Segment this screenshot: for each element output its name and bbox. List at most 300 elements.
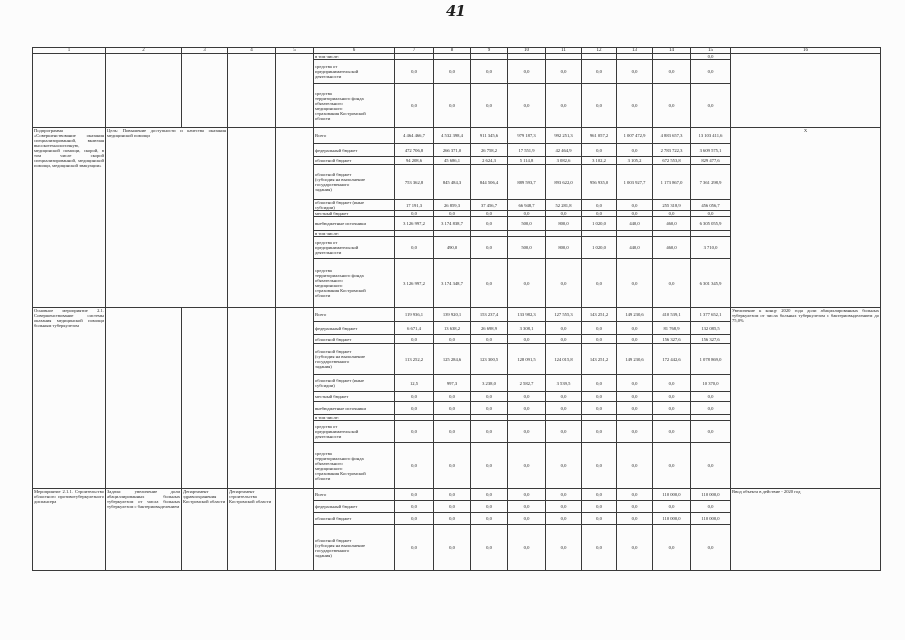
table-row	[33, 308, 881, 322]
funding-source-cell	[314, 84, 395, 128]
budget-value: 0,0	[471, 84, 508, 128]
funding-source-label: федеральный бюджет	[315, 147, 358, 153]
budget-value: 0,0	[653, 211, 691, 217]
funding-source-label: областной бюджет (иные субсидии)	[315, 378, 365, 388]
budget-value: 0,0	[471, 237, 508, 259]
funding-source-cell	[314, 237, 395, 259]
budget-value: 128 091,5	[508, 344, 546, 375]
budget-value: 893 622,0	[546, 165, 582, 200]
column-number-9: 9	[471, 48, 508, 54]
budget-value: 0,0	[395, 501, 434, 513]
budget-value: 0,0	[617, 200, 653, 211]
budget-value: 0,0	[434, 335, 471, 344]
funding-source-label: областной бюджет (субсидия на выполнение государственного задания)	[315, 349, 365, 369]
budget-value: 845 484,3	[434, 165, 471, 200]
budget-value: 26 698,9	[471, 322, 508, 335]
budget-value: 4 883 657,3	[653, 128, 691, 144]
budget-value: 7 361 298,9	[691, 165, 731, 200]
budget-value: 0,0	[434, 421, 471, 443]
budget-value: 0,0	[508, 525, 546, 571]
participant	[276, 54, 314, 128]
column-number-10: 10	[508, 48, 546, 54]
budget-value: 94 208,6	[395, 157, 434, 165]
budget-value: 149 230,6	[617, 344, 653, 375]
budget-value: 0,0	[582, 322, 617, 335]
budget-value: 1 173 867,0	[653, 165, 691, 200]
budget-value: 133 982,3	[508, 308, 546, 322]
budget-value: 149 230,6	[617, 308, 653, 322]
funding-source-label: федеральный бюджет	[315, 504, 358, 509]
budget-value: 113 252,2	[395, 344, 434, 375]
funding-source-label: в том числе:	[315, 54, 339, 59]
budget-value: 255 318,9	[653, 200, 691, 211]
budget-value: 0,0	[653, 60, 691, 84]
budget-value: 132 085,5	[691, 322, 731, 335]
funding-source-label: средства от предпринимательской деятельности	[315, 424, 359, 439]
budget-value: 2 783 722,3	[653, 144, 691, 157]
budget-value: 0,0	[582, 60, 617, 84]
budget-value: 753 362,8	[395, 165, 434, 200]
co-executor	[228, 128, 276, 308]
budget-value: 0,0	[395, 211, 434, 217]
budget-value: 440,0	[617, 217, 653, 231]
budget-value: 0,0	[471, 259, 508, 308]
budget-value: 0,0	[653, 501, 691, 513]
funding-source-cell	[314, 489, 395, 501]
budget-value: 0,0	[546, 211, 582, 217]
funding-source-label: федеральный бюджет	[315, 325, 358, 331]
funding-source-label: Всего	[315, 312, 327, 317]
budget-value: 3 609 575,1	[691, 144, 731, 157]
column-number-4: 4	[228, 48, 276, 54]
budget-value: 0,0	[617, 84, 653, 128]
budget-value: 0,0	[617, 421, 653, 443]
activity-name: Основное мероприятие 2.1. Совершенствование системы оказания медицинской помощи больным туберкулезом	[33, 308, 106, 489]
budget-value: 110 000,0	[653, 489, 691, 501]
budget-value: 0,0	[395, 525, 434, 571]
funding-source-cell	[314, 335, 395, 344]
budget-value: 0,0	[471, 335, 508, 344]
budget-value: 0,0	[582, 525, 617, 571]
budget-value: 0,0	[434, 211, 471, 217]
budget-value: 829 477,6	[691, 157, 731, 165]
budget-value: 0,0	[653, 259, 691, 308]
funding-source-cell	[314, 392, 395, 402]
participant	[276, 128, 314, 308]
budget-value: 4 464 466,7	[395, 128, 434, 144]
budget-value: 0,0	[546, 322, 582, 335]
expected-result: Ввод объекта в действие - 2020 год	[731, 489, 881, 571]
budget-value: 0,0	[546, 513, 582, 525]
budget-value: 961 057,2	[582, 128, 617, 144]
budget-value: 3 126 997,2	[395, 217, 434, 231]
budget-value: 911 345,6	[471, 128, 508, 144]
budget-value: 153 237,4	[471, 308, 508, 322]
budget-value: 3 174 348,7	[434, 259, 471, 308]
budget-value: 0,0	[395, 84, 434, 128]
funding-source-cell	[314, 402, 395, 415]
budget-value: 0,0	[546, 501, 582, 513]
budget-value: 0,0	[653, 392, 691, 402]
budget-value: 4 532 398,4	[434, 128, 471, 144]
budget-value: 0,0	[546, 259, 582, 308]
budget-value: 0,0	[471, 489, 508, 501]
budget-value: 0,0	[508, 443, 546, 489]
budget-value: 127 555,3	[546, 308, 582, 322]
budget-value: 0,0	[434, 84, 471, 128]
responsible-executor	[182, 54, 228, 128]
budget-value: 0,0	[617, 211, 653, 217]
budget-value: 0,0	[546, 84, 582, 128]
budget-value: 800,0	[546, 237, 582, 259]
co-executor	[228, 308, 276, 489]
funding-source-label: средства от предпринимательской деятельности	[315, 240, 359, 255]
column-number-3: 3	[182, 48, 228, 54]
funding-source-cell	[314, 525, 395, 571]
budget-value: 12,5	[395, 375, 434, 392]
budget-value: 0,0	[471, 421, 508, 443]
budget-value: 0,0	[691, 443, 731, 489]
funding-source-label: в том числе:	[315, 231, 339, 236]
budget-value: 0,0	[582, 489, 617, 501]
funding-source-cell	[314, 60, 395, 84]
budget-value: 500,0	[508, 237, 546, 259]
budget-value: 0,0	[582, 443, 617, 489]
budget-value: 0,0	[653, 84, 691, 128]
budget-table	[32, 47, 881, 571]
budget-value: 2 582,7	[508, 375, 546, 392]
funding-source-cell	[314, 501, 395, 513]
column-number-2: 2	[106, 48, 182, 54]
budget-value: 0,0	[582, 144, 617, 157]
budget-value: 0,0	[508, 60, 546, 84]
budget-value: 0,0	[508, 421, 546, 443]
funding-source-label: внебюджетные источники	[315, 221, 366, 226]
funding-source-label: областной бюджет	[315, 158, 352, 163]
budget-value: 0,0	[395, 489, 434, 501]
budget-value: 997,3	[434, 375, 471, 392]
budget-value: 6 671,4	[395, 322, 434, 335]
budget-value: 500,0	[508, 217, 546, 231]
column-number-7: 7	[395, 48, 434, 54]
budget-value: 0,0	[546, 525, 582, 571]
table-row	[33, 128, 881, 144]
budget-value: 123 300,5	[471, 344, 508, 375]
funding-source-label: средства от предпринимательской деятельности	[315, 64, 359, 79]
budget-value: 0,0	[617, 392, 653, 402]
budget-value: 13 103 411,6	[691, 128, 731, 144]
co-executor	[228, 54, 276, 128]
budget-value: 672 553,8	[653, 157, 691, 165]
budget-value: 0,0	[691, 421, 731, 443]
budget-value: 119 936,1	[395, 308, 434, 322]
funding-source-label: областной бюджет	[315, 516, 352, 521]
budget-value: 410 539,1	[653, 308, 691, 322]
budget-value: 0,0	[508, 501, 546, 513]
budget-value: 0,0	[691, 84, 731, 128]
budget-value: 0,0	[434, 402, 471, 415]
budget-value: 0,0	[508, 335, 546, 344]
column-number-14: 14	[653, 48, 691, 54]
funding-source-cell	[314, 200, 395, 211]
budget-value: 0,0	[582, 335, 617, 344]
budget-value: 0,0	[582, 501, 617, 513]
funding-source-cell	[314, 157, 395, 165]
column-number-16: 16	[731, 48, 881, 54]
column-number-13: 13	[617, 48, 653, 54]
budget-value: 0,0	[653, 421, 691, 443]
budget-value: 0,0	[617, 259, 653, 308]
budget-value: 0,0	[653, 375, 691, 392]
budget-value: 0,0	[582, 513, 617, 525]
funding-source-cell	[314, 217, 395, 231]
budget-value: 0,0	[508, 259, 546, 308]
budget-value: 0,0	[582, 211, 617, 217]
budget-value: 0,0	[471, 60, 508, 84]
budget-value: 1 377 652,1	[691, 308, 731, 322]
budget-value: 0,0	[582, 200, 617, 211]
budget-value: 0,0	[653, 525, 691, 571]
budget-value: 110 000,0	[691, 513, 731, 525]
budget-value: 472 706,8	[395, 144, 434, 157]
budget-value: 0,0	[434, 489, 471, 501]
funding-source-cell	[314, 259, 395, 308]
participant	[276, 489, 314, 571]
budget-value: 979 187,3	[508, 128, 546, 144]
budget-value: 0,0	[691, 211, 731, 217]
funding-source-cell	[314, 165, 395, 200]
budget-value: 0,0	[691, 392, 731, 402]
co-executor: Департамент строительства Костромской области	[228, 489, 276, 571]
funding-source-cell	[314, 128, 395, 144]
budget-value: 266 371,0	[434, 144, 471, 157]
budget-value: 0,0	[434, 525, 471, 571]
budget-value: 0,0	[546, 402, 582, 415]
budget-value: 45 686,1	[434, 157, 471, 165]
activity-name: Подпрограмма «Совершенствование оказания специализированной, включая высокотехнологичную, медицинской помощи, скорой, в том числе скорой специализированной, медицинской помощи, медицинской эвакуации»	[33, 128, 106, 308]
goal-or-task	[106, 54, 182, 128]
budget-value: 0,0	[395, 392, 434, 402]
budget-value: 0,0	[617, 513, 653, 525]
funding-source-cell	[314, 344, 395, 375]
budget-value: 0,0	[471, 513, 508, 525]
budget-value: 0,0	[582, 421, 617, 443]
funding-source-label: Всего	[315, 133, 327, 138]
budget-value: 1 020,0	[582, 237, 617, 259]
budget-value: 0,0	[546, 443, 582, 489]
budget-value: 0,0	[582, 84, 617, 128]
budget-value: 0,0	[508, 211, 546, 217]
funding-source-label: средства территориального фонда обязательного медицинского страхования Костромской области	[315, 450, 366, 481]
budget-value: 13 638,2	[434, 322, 471, 335]
budget-value: 125 284,6	[434, 344, 471, 375]
funding-source-label: в том числе:	[315, 415, 339, 420]
budget-value: 0,0	[508, 402, 546, 415]
budget-value: 156 327,6	[653, 335, 691, 344]
budget-value: 1 007 472,9	[617, 128, 653, 144]
funding-source-label: областной бюджет (иные субсидии)	[315, 200, 365, 210]
expected-result	[731, 54, 881, 128]
expected-result: Х	[731, 128, 881, 308]
budget-value: 0,0	[508, 392, 546, 402]
budget-value: 6 305 055,9	[691, 217, 731, 231]
budget-value: 0,0	[617, 489, 653, 501]
budget-value: 3 105,2	[617, 157, 653, 165]
budget-value: 0,0	[617, 525, 653, 571]
funding-source-cell	[314, 443, 395, 489]
budget-value: 0,0	[617, 322, 653, 335]
budget-value: 0,0	[434, 392, 471, 402]
column-number-5: 5	[276, 48, 314, 54]
budget-value: 66 948,7	[508, 200, 546, 211]
budget-value: 156 327,6	[691, 335, 731, 344]
funding-source-label: средства территориального фонда обязательного медицинского страхования Костромской области	[315, 268, 366, 298]
budget-value: 52 281,8	[546, 200, 582, 211]
budget-value: 0,0	[617, 443, 653, 489]
budget-value: 10 370,0	[691, 375, 731, 392]
budget-value: 2 624,3	[471, 157, 508, 165]
budget-value: 0,0	[434, 60, 471, 84]
column-number-12: 12	[582, 48, 617, 54]
budget-value: 0,0	[582, 375, 617, 392]
budget-value: 124 015,8	[546, 344, 582, 375]
budget-value: 26 758,2	[471, 144, 508, 157]
funding-source-label: местный бюджет	[315, 211, 349, 216]
budget-value: 460,0	[653, 237, 691, 259]
participant	[276, 308, 314, 489]
budget-value: 17 191,3	[395, 200, 434, 211]
budget-value: 3 126 997,2	[395, 259, 434, 308]
budget-value: 0,0	[691, 525, 731, 571]
goal-or-task: Цель: Повышение доступности и качества оказания медицинской помощи	[106, 128, 228, 308]
budget-value: 460,0	[653, 217, 691, 231]
budget-value: 0,0	[471, 443, 508, 489]
funding-source-cell	[314, 308, 395, 322]
budget-value: 0,0	[617, 335, 653, 344]
funding-source-label: местный бюджет	[315, 394, 349, 399]
column-number-8: 8	[434, 48, 471, 54]
budget-value: 992 251,3	[546, 128, 582, 144]
activity-name: Мероприятие 2.1.1. Строительство областного противотуберкулезного диспансера	[33, 489, 106, 571]
budget-value: 0,0	[546, 421, 582, 443]
budget-value: 139 920,1	[434, 308, 471, 322]
column-number-1: 1	[33, 48, 106, 54]
goal-or-task	[106, 308, 182, 489]
budget-value: 0,0	[546, 489, 582, 501]
budget-value: 0,0	[691, 402, 731, 415]
budget-value: 0,0	[471, 501, 508, 513]
column-number-15: 15	[691, 48, 731, 54]
funding-source-label: Всего	[315, 492, 327, 497]
budget-value: 0,0	[546, 60, 582, 84]
budget-value: 0,0	[395, 443, 434, 489]
budget-value: 0,0	[582, 402, 617, 415]
budget-value: 37 456,7	[471, 200, 508, 211]
budget-value: 0,0	[471, 525, 508, 571]
responsible-executor	[182, 308, 228, 489]
funding-source-label: внебюджетные источники	[315, 405, 366, 411]
budget-value: 0,0	[691, 60, 731, 84]
budget-value: 490,0	[434, 237, 471, 259]
budget-value: 81 768,9	[653, 322, 691, 335]
budget-value: 17 551,9	[508, 144, 546, 157]
budget-value: 5 114,8	[508, 157, 546, 165]
budget-value: 0,0	[471, 392, 508, 402]
budget-value: 0,0	[508, 489, 546, 501]
funding-source-cell	[314, 421, 395, 443]
budget-value: 456 056,7	[691, 200, 731, 211]
budget-value: 0,0	[653, 402, 691, 415]
expected-result: Увеличение к концу 2020 года доли абациллированных больных туберкулезом от числа больных туберкулезом с бактериовыделением до 75,0%	[731, 308, 881, 489]
budget-value: 0,0	[434, 513, 471, 525]
funding-source-label: областной бюджет (субсидия на выполнение государственного задания)	[315, 172, 365, 192]
budget-value: 0,0	[653, 443, 691, 489]
budget-value: 889 593,7	[508, 165, 546, 200]
budget-value: 0,0	[471, 217, 508, 231]
goal-or-task: Задача: увеличение доли абациллированных больных туберкулезом от числа больных туберкулезом с бактериовыделением	[106, 489, 182, 571]
budget-value: 0,0	[395, 513, 434, 525]
funding-source-cell	[314, 322, 395, 335]
budget-value: 0,0	[395, 335, 434, 344]
budget-value: 0,0	[617, 402, 653, 415]
budget-value: 0,0	[395, 402, 434, 415]
budget-value: 42 464,9	[546, 144, 582, 157]
budget-value: 440,0	[617, 237, 653, 259]
budget-value: 0,0	[617, 501, 653, 513]
budget-value: 0,0	[471, 211, 508, 217]
budget-value: 143 251,2	[582, 344, 617, 375]
budget-value: 110 000,0	[653, 513, 691, 525]
budget-value: 26 859,3	[434, 200, 471, 211]
budget-value: 3 238,0	[471, 375, 508, 392]
budget-value: 6 301 345,9	[691, 259, 731, 308]
budget-value: 3 082,6	[546, 157, 582, 165]
table-row	[33, 489, 881, 501]
column-number-6: 6	[314, 48, 395, 54]
budget-value: 3 174 838,7	[434, 217, 471, 231]
budget-value: 3 539,5	[546, 375, 582, 392]
funding-source-label: средства территориального фонда обязательного медицинского страхования Костромской области	[315, 90, 366, 121]
budget-value: 0,0	[546, 392, 582, 402]
budget-value: 0,0	[471, 402, 508, 415]
budget-value: 3 710,0	[691, 237, 731, 259]
budget-value: 0,0	[691, 501, 731, 513]
funding-source-label: областной бюджет	[315, 336, 352, 342]
column-number-11: 11	[546, 48, 582, 54]
funding-source-cell	[314, 144, 395, 157]
budget-value: 110 000,0	[691, 489, 731, 501]
activity-name	[33, 54, 106, 128]
budget-value: 0,0	[617, 60, 653, 84]
budget-value: 172 442,6	[653, 344, 691, 375]
budget-value: 0,0	[582, 392, 617, 402]
budget-value: 0,0	[395, 237, 434, 259]
budget-value: 0,0	[691, 54, 731, 60]
page-number: 41	[446, 2, 465, 20]
budget-value: 0,0	[434, 501, 471, 513]
funding-source-cell	[314, 513, 395, 525]
budget-value: 0,0	[434, 443, 471, 489]
budget-value: 956 935,0	[582, 165, 617, 200]
budget-value: 3 308,1	[508, 322, 546, 335]
responsible-executor: Департамент здравоохранения Костромской области	[182, 489, 228, 571]
budget-value: 0,0	[617, 144, 653, 157]
budget-value: 0,0	[582, 259, 617, 308]
budget-value: 800,0	[546, 217, 582, 231]
budget-value: 143 251,2	[582, 308, 617, 322]
budget-value: 0,0	[395, 421, 434, 443]
budget-value: 0,0	[508, 513, 546, 525]
